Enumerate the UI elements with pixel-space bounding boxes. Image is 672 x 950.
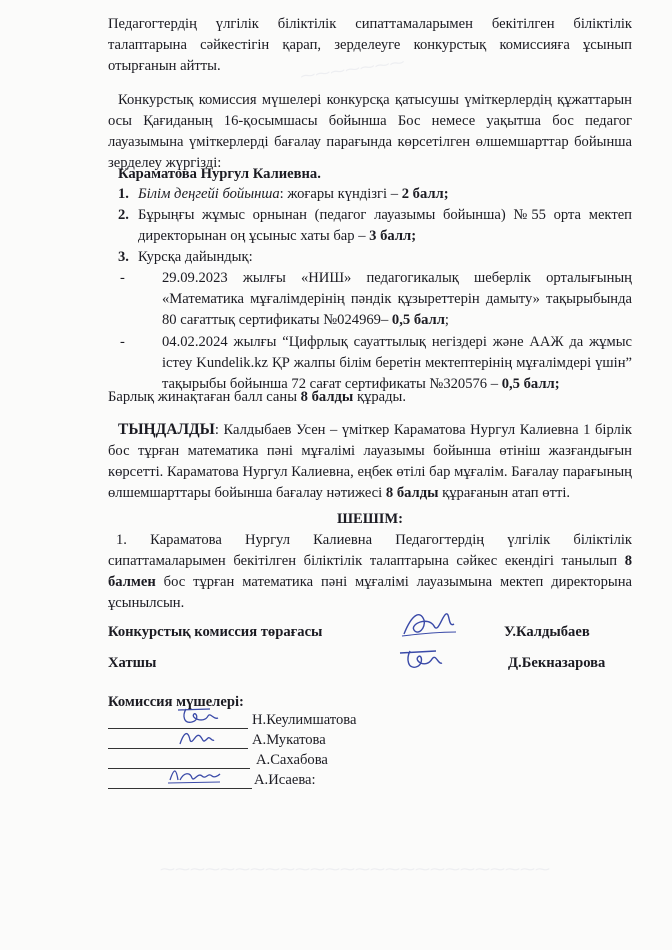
item1-label: Білім деңгейі бойынша — [138, 186, 280, 202]
member-row-4 — [108, 772, 408, 792]
secretary-signature-row — [108, 655, 638, 685]
member-row-2 — [108, 732, 408, 752]
chair-name: У.Калдыбаев — [504, 624, 590, 640]
heard-suffix: құрағанын атап өтті. — [442, 485, 571, 501]
item3-text: Курсқа дайындық: — [138, 249, 253, 265]
member-signature-2 — [176, 726, 216, 748]
member-name: А.Исаева: — [254, 772, 316, 788]
course2-text: 04.02.2024 жылғы “Цифрлық сауаттылық негіздері және ААЖ да жұмыс істеу Kundelik.kz ҚР жалпы білім беретін мектептерінің мұғалімдері үшін” тақырыбы бойынша 72 сағат сертификаты №320576 – — [162, 334, 632, 392]
course2-score: 0,5 балл; — [501, 376, 560, 392]
course1-score: 0,5 балл — [391, 312, 445, 328]
decision-text-1: Караматова Нургул Калиевна Педагогтердің үлгілік біліктілік сипаттамаларымен бекітілген біліктілік талаптарына сәйкес екендігі танылып — [108, 532, 632, 569]
bullet-dash: - — [120, 270, 125, 286]
intro-text: Педагогтердің үлгілік біліктілік сипаттамаларымен бекітілген біліктілік талаптарына сәйкестігін қарап, зерделеуге конкурстық комиссияға ұсынып отырғанын айтты. — [108, 16, 632, 74]
member-signature-4 — [166, 764, 222, 786]
member-signature-1 — [174, 704, 220, 728]
members-title-text: Комиссия мүшелері: — [108, 694, 244, 710]
secretary-signature — [396, 645, 444, 675]
total-score: 8 балды — [300, 389, 354, 405]
member-name: А.Сахабова — [256, 752, 328, 768]
candidate-name-text: Караматова Нургул Калиевна. — [118, 166, 321, 182]
bleed-through-mark: ⁓⁓⁓⁓⁓⁓⁓ — [299, 54, 406, 86]
item-number: 3. — [118, 249, 129, 265]
member-name: Н.Кеулимшатова — [252, 712, 357, 728]
chair-signature-row — [108, 624, 638, 654]
item1-text: : жоғары күндізгі – — [279, 186, 399, 202]
total-suffix: құрады. — [356, 389, 407, 405]
item-number: 2. — [118, 207, 129, 223]
total-score-line — [108, 387, 632, 408]
bleed-through-mark: ⁓⁓⁓⁓⁓⁓⁓⁓⁓⁓⁓⁓⁓⁓⁓⁓⁓⁓⁓⁓⁓⁓⁓⁓⁓⁓ — [160, 862, 550, 878]
intro-paragraph — [108, 14, 632, 77]
signature-line — [108, 748, 248, 749]
course-item-1 — [120, 268, 632, 331]
item-number: 1. — [118, 186, 129, 202]
member-name: А.Мукатова — [252, 732, 326, 748]
decision-number: 1. — [116, 532, 127, 548]
member-row-1 — [108, 712, 408, 732]
member-row-3 — [108, 752, 408, 772]
decision-paragraph — [108, 530, 632, 614]
course1-text: 29.09.2023 жылғы «НИШ» педагогикалық шеберлік орталығының «Математика мұғалімдерінің пәндік құзыреттерін дамыту» тақырыбында 80 сағаттық сертификаты №024969– — [162, 270, 632, 328]
signature-line — [108, 788, 252, 789]
secretary-name: Д.Бекназарова — [508, 655, 606, 671]
course1-tail: ; — [444, 312, 449, 328]
item2-score: 3 балл; — [369, 228, 417, 244]
commission-text: Конкурстық комиссия мүшелері конкурсқа қатысушы үміткерлердің құжаттарын осы Қағиданың 16-қосымшасы бойынша Бос немесе уақытша бос педагог лауазымына үміткерлерді бағалау парағында көрсетілген өлшемшарттар бойынша зерделеу жүргізді: — [108, 92, 632, 171]
chair-role: Конкурстық комиссия төрағасы — [108, 624, 323, 640]
item2-text: Бұрыңғы жұмыс орнынан (педагог лауазымы бойынша) №55 орта мектеп директорынан оң ұсыныс хаты бар – — [138, 207, 632, 244]
decision-title — [108, 511, 632, 528]
commission-paragraph — [108, 90, 632, 174]
item1-score: 2 балл; — [401, 186, 449, 202]
decision-text-2: бос тұрған математика пәні мұғалімі лауазымына мектеп директорына ұсынылсын. — [108, 574, 632, 611]
heard-label: ТЫҢДАЛДЫ — [118, 421, 215, 438]
bullet-dash: - — [120, 334, 125, 350]
total-prefix: Барлық жинақтаған балл саны — [108, 389, 298, 405]
decision-title-text: ШЕШІМ: — [336, 511, 404, 527]
candidate-name — [118, 164, 642, 185]
heard-paragraph — [108, 419, 632, 504]
criterion-item-2 — [118, 205, 632, 247]
criterion-item-1 — [118, 184, 632, 205]
decision-score: 8 балмен — [108, 553, 632, 590]
chair-signature — [398, 606, 458, 642]
secretary-role: Хатшы — [108, 655, 157, 671]
heard-text: : Калдыбаев Усен – үміткер Караматова Нургул Калиевна 1 бірлік бос тұрған математика пәні мұғалімі лауазымы бойынша өтініш жазғандығын көрсетті. Караматова Нургул Калиевна, еңбек өтілі бар мұғалім. Бағалау парағының өлшемшарттары бойынша бағалау нәтижесі — [108, 422, 632, 501]
heard-score: 8 балды — [385, 485, 439, 501]
course-item-2 — [120, 332, 632, 395]
criterion-item-3 — [118, 247, 632, 268]
